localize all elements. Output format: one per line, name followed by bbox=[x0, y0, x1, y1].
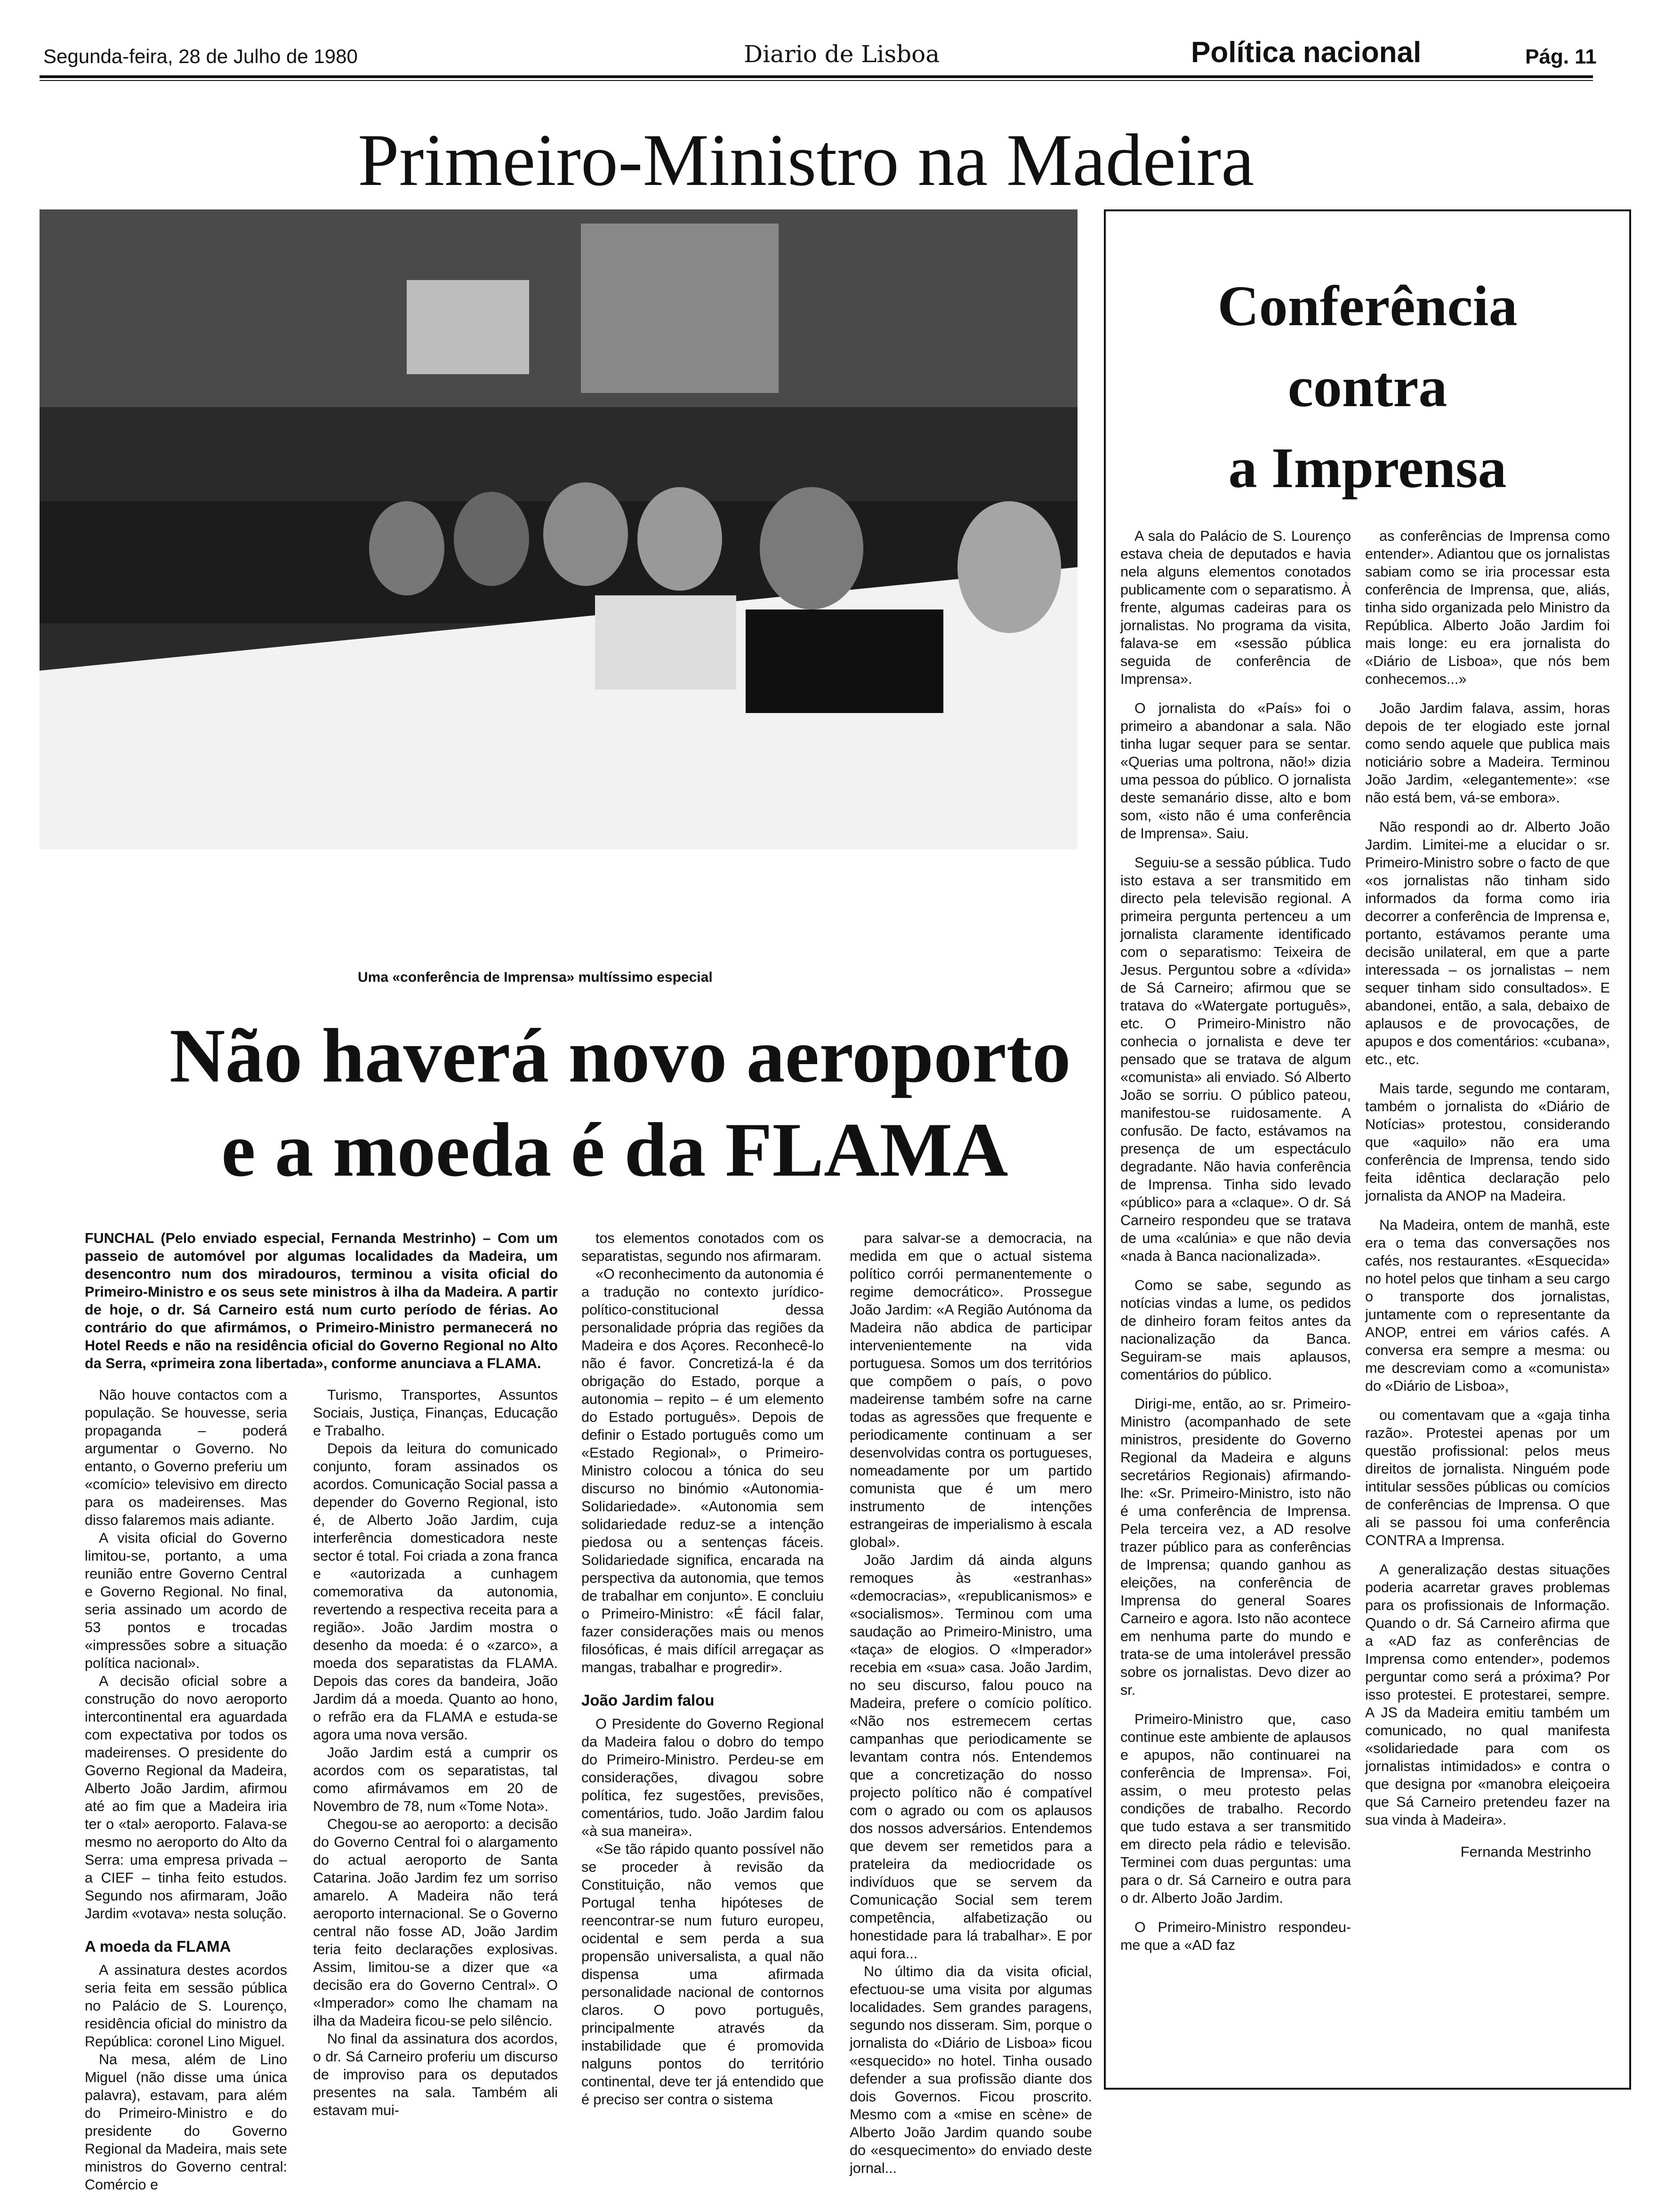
paragraph: Não houve contactos com a população. Se houvesse, seria propaganda – poderá argumentar o Governo. No entanto, o Governo preferiu um «comício» televisivo em directo para os madeirenses. Mas disso falaremos mais adiante. bbox=[85, 1387, 287, 1528]
paragraph: No final da assinatura dos acordos, o dr. Sá Carneiro proferiu um discurso de improviso para os deputados presentes na sala. Também ali estavam mui- bbox=[313, 2031, 558, 2118]
article-col-1 bbox=[85, 1386, 287, 2194]
photo-caption: Uma «conferência de Imprensa» multíssimo especial bbox=[358, 970, 713, 985]
press-conference-photo-icon bbox=[40, 209, 1078, 850]
paragraph: João Jardim está a cumprir os acordos com os separatistas, tal como afirmávamos em 20 de Novembro de 78, num «Tome Nota». bbox=[313, 1745, 558, 1814]
article-lead: FUNCHAL (Pelo enviado especial, Fernanda Mestrinho) – Com um passeio de automóvel por algumas localidades da Madeira, um desencontro num dos miradouros, terminou a visita oficial do Primeiro-Ministro e os seus sete ministros à ilha da Madeira. A partir de hoje, o dr. Sá Carneiro está num curto período de férias. Ao contrário do que afirmámos, o Primeiro-Ministro permanecerá no Hotel Reeds e não na residência oficial do Governo Regional no Alto da Serra, «primeira zona libertada», conforme anunciava a FLAMA. bbox=[85, 1230, 558, 1371]
article-col-4 bbox=[850, 1229, 1092, 2177]
page-title: Primeiro-Ministro na Madeira bbox=[358, 119, 1255, 201]
article-col-3 bbox=[581, 1229, 824, 2108]
paragraph: Seguiu-se a sessão pública. Tudo isto estava a ser transmitido em directo pela televisão regional. A primeira pergunta pertenceu a um jornalista claramente identificado com o separatismo: Teixeira de Jesus. Perguntou sobre a «dívida» de Sá Carneiro; afirmou que se tratava do «Watergate português», etc. O Primeiro-Ministro não conhecia o jornalista e deve ter pensado que se tratava de algum «comunista» ali enviado. Só Alberto João se sorriu. O público pateou, manifestou-se ruidosamente. A confusão. De facto, estávamos na presença de um espectáculo degradante. Não havia conferência de Imprensa. Tinha sido levado «público» para a «claque». O dr. Sá Carneiro respondeu que se tratava de uma «calúnia» e que não devia «nada à Banca nacionalizada». bbox=[1120, 855, 1351, 1264]
article-headline-line1: Não haverá novo aeroporto bbox=[169, 1013, 1071, 1098]
paragraph: João Jardim falava, assim, horas depois de ter elogiado este jornal como sendo aquele que publica mais noticiário sobre a Madeira. Terminou João Jardim, «elegantemente»: «se não está bem, vá-se embora». bbox=[1365, 700, 1610, 806]
sidebar-title bbox=[1104, 266, 1631, 509]
paragraph: O Primeiro-Ministro respondeu-me que a «AD faz bbox=[1120, 1919, 1351, 1953]
paragraph: No último dia da visita oficial, efectuou-se uma visita por algumas localidades. Sem grandes paragens, segundo nos disseram. Sim, porque o jornalista do «Diário de Lisboa» ficou «esquecido» no hotel. Tinha ousado defender a sua profissão diante dos dois Governos. Ficou proscrito. Mesmo com a «mise en scène» de Alberto João Jardim quando soube do «esquecimento» do enviado deste jornal... bbox=[850, 1964, 1092, 2176]
section-label: Política nacional bbox=[1191, 36, 1422, 69]
paragraph: A decisão oficial sobre a construção do novo aeroporto intercontinental era aguardada com expectativa por todos os madeirenses. O presidente do Governo Regional da Madeira, Alberto João Jardim, afirmou até ao fim que a Madeira iria ter o «tal» aeroporto. Falava-se mesmo no aeroporto do Alto da Serra: uma empresa privada – a CIEF – tinha feito estudos. Segundo nos afirmaram, João Jardim «votava» nesta solução. bbox=[85, 1673, 287, 1922]
paragraph: Dirigi-me, então, ao sr. Primeiro-Ministro (acompanhado de sete ministros, presidente do Governo Regional da Madeira e alguns secretários Regionais) afirmando-lhe: «Sr. Primeiro-Ministro, isto não é uma conferência de Imprensa. Pela terceira vez, a AD resolve trazer público para as conferências de Imprensa; quando ganhou as eleições, na conferência de Imprensa do general Soares Carneiro e agora. Isto não acontece em nenhuma parte do mundo e trata-se de uma intolerável pressão sobre os jornalistas. Devo dizer ao sr. bbox=[1120, 1396, 1351, 1698]
header-rule-thin bbox=[40, 80, 1593, 81]
paragraph: Chegou-se ao aeroporto: a decisão do Governo Central foi o alargamento do actual aeroporto de Santa Catarina. João Jardim fez um sorriso amarelo. A Madeira não terá aeroporto internacional. Se o Governo central não fosse AD, João Jardim teria feito declarações explosivas. Assim, limitou-se a dizer que «a decisão era do Governo Central». O «Imperador» como lhe chamam na ilha da Madeira ficou-se pelo silêncio. bbox=[313, 1816, 558, 2029]
header-rule bbox=[40, 75, 1593, 78]
paragraph: O Presidente do Governo Regional da Madeira falou o dobro do tempo do Primeiro-Ministro. Perdeu-se em considerações, divagou sobre política, fez sugestões, previsões, comentários, tudo. João Jardim falou «à sua maneira». bbox=[581, 1716, 824, 1839]
issue-date: Segunda-feira, 28 de Julho de 1980 bbox=[43, 45, 358, 67]
paragraph: O jornalista do «País» foi o primeiro a abandonar a sala. Não tinha lugar sequer para se sentar. «Querias uma poltrona, não!» dizia uma pessoa do público. O jornalista deste semanário disse, alto e bom som, «isto não é uma conferência de Imprensa». Saiu. bbox=[1120, 700, 1351, 842]
press-conference-photo bbox=[40, 209, 1078, 850]
paragraph: Não respondi ao dr. Alberto João Jardim. Limitei-me a elucidar o sr. Primeiro-Ministro sobre o facto de que «os jornalistas não tinham sido informados da forma como iria decorrer a conferência de Imprensa e, portanto, estávamos perante uma decisão unilateral, em que a parte interessada – os jornalistas – nem sequer tinham sido consultados». E abandonei, então, a sala, debaixo de aplausos e de provocações, de apupos e dos comentários: «cubana», etc., etc. bbox=[1365, 819, 1610, 1067]
paragraph: tos elementos conotados com os separatistas, segundo nos afirmaram. bbox=[581, 1230, 824, 1264]
sidebar-title-line: a Imprensa bbox=[1228, 436, 1507, 500]
sidebar-title-line: contra bbox=[1287, 355, 1448, 419]
paragraph: «Se tão rápido quanto possível não se proceder à revisão da Constituição, não vemos que Portugal tenha hipóteses de reencontrar-se num futuro europeu, ocidental e sem perda a sua propensão universalista, a qual não dispensa uma afirmada personalidade nacional de contornos claros. O povo português, principalmente através da instabilidade que é promovida nalguns pontos do território continental, deve ter já entendido que é preciso ser contra o sistema bbox=[581, 1841, 824, 2108]
paragraph: Na Madeira, ontem de manhã, este era o tema das conversações nos cafés, nos restaurantes. «Esquecida» no hotel pelos que tinham a seu cargo o transporte dos jornalistas, juntamente com o representante da ANOP, entrei em vários cafés. A conversa era sempre a mesma: ou me descreviam como a «comunista» do «Diário de Lisboa», bbox=[1365, 1217, 1610, 1394]
paragraph: João Jardim dá ainda alguns remoques às «estranhas» «democracias», «republicanismos» e «socialismos». Terminou com uma saudação ao Primeiro-Ministro, uma «taça» de elogios. O «Imperador» recebia em «sua» casa. João Jardim, no seu discurso, falou pouco na Madeira, prefere o comício político. «Não nos estremecem certas campanhas que periodicamente se levantam contra nós. Entendemos que a concretização do nosso projecto político não é compatível com o agrado ou com os aplausos dos nossos adversários. Entendemos que devem ser remetidos para a prateleira da mediocridade os indivíduos que se servem da Comunicação Social sem terem competência, alfabetização ou honestidade para lá trabalhar». E por aqui fora... bbox=[850, 1552, 1092, 1962]
paragraph: Como se sabe, segundo as notícias vindas a lume, os pedidos de dinheiro foram feitos antes da nacionalização da Banca. Seguiram-se mais aplausos, comentários do público. bbox=[1120, 1277, 1351, 1383]
paragraph: para salvar-se a democracia, na medida em que o actual sistema político corrói permanentemente o regime democrático». Prossegue João Jardim: «A Região Autónoma da Madeira não abdica de participar intervenientemente na vida portuguesa. Somos um dos territórios que compõem o país, o povo madeirense também sofre na carne todas as agressões que frequente e periodicamente continuam a ser desenvolvidas contra os portugueses, nomeadamente por um partido comunista que é um mero instrumento de intenções estrangeiras de imperialismo à escala global». bbox=[850, 1230, 1092, 1550]
paragraph: A generalização destas situações poderia acarretar graves problemas para os profissionais de Informação. Quando o dr. Sá Carneiro afirma que a «AD faz as conferências de Imprensa como entender», podemos perguntar como será a próxima? Por isso protestei. E protestarei, sempre. A JS da Madeira emitiu também um comunicado, no qual manifesta «solidariedade para com os jornalistas intimidados» e contra o que designa por «manobra eleiçoeira que Sá Carneiro pretendeu fazer na sua vinda à Madeira». bbox=[1365, 1562, 1610, 1828]
paragraph: A visita oficial do Governo limitou-se, portanto, a uma reunião entre Governo Central e Governo Regional. No final, seria assinado um acordo de 53 pontos e trocadas «impressões sobre a situação política nacional». bbox=[85, 1530, 287, 1671]
paragraph: «O reconhecimento da autonomia é a tradução no contexto jurídico-político-constitucional dessa personalidade própria das regiões da Madeira e dos Açores. Reconhecê-lo não é favor. Concretizá-la é da obrigação do Estado, porque a autonomia – repito – é um elemento do Estado português». Depois de definir o Estado português como um «Estado Regional», o Primeiro-Ministro colocou a tónica do seu discurso no binómio «Autonomia-Solidariedade». «Autonomia sem solidariedade reduz-se a intenção piedosa ou a sentenças fáceis. Solidariedade significa, encarada na perspectiva da autonomia, que temos de trabalhar em conjunto». E concluiu o Primeiro-Ministro: «É fácil falar, fazer considerações mais ou menos filosóficas, é mais difícil arregaçar as mangas, trabalhar e progredir». bbox=[581, 1266, 824, 1675]
paragraph: Primeiro-Ministro que, caso continue este ambiente de aplausos e apupos, não continuarei na conferência de Imprensa». Foi, assim, o meu protesto pelas condições de trabalho. Recordo que tudo estava a ser transmitido em directo pela rádio e televisão. Terminei com duas perguntas: uma para o dr. Sá Carneiro e outra para o dr. Alberto João Jardim. bbox=[1120, 1711, 1351, 1906]
paragraph: ou comentavam que a «gaja tinha razão». Protestei apenas por um questão profissional: pelos meus direitos de jornalista. Ninguém pode intitular sessões públicas ou comícios de conferências de Imprensa. O que ali se passou foi uma conferência CONTRA a Imprensa. bbox=[1365, 1407, 1610, 1548]
paragraph: A assinatura destes acordos seria feita em sessão pública no Palácio de S. Lourenço, residência oficial do ministro da República: coronel Lino Miguel. bbox=[85, 1962, 287, 2050]
paragraph: Na mesa, além de Lino Miguel (não disse uma única palavra), estavam, para além do Primeiro-Ministro e do presidente do Governo Regional da Madeira, mais sete ministros do Governo central: Comércio e bbox=[85, 2052, 287, 2193]
paragraph: as conferências de Imprensa como entender». Adiantou que os jornalistas sabiam como se iria processar esta conferência de Imprensa, que, aliás, tinha sido organizada pelo Ministro da República. Alberto João Jardim foi mais longe: eu era jornalista do «Diário de Lisboa», que nós bem conhecemos...» bbox=[1365, 528, 1610, 687]
page-number: Pág. 11 bbox=[1525, 45, 1597, 68]
article-headline-line2: e a moeda é da FLAMA bbox=[221, 1107, 1008, 1193]
subhead-jardim: João Jardim falou bbox=[581, 1691, 715, 1709]
newspaper-masthead: Diario de Lisboa bbox=[744, 40, 940, 68]
sidebar-title-line: Conferência bbox=[1217, 274, 1518, 338]
sidebar-col-2 bbox=[1365, 527, 1610, 1861]
article-col-2 bbox=[313, 1386, 558, 2119]
sidebar-col-1 bbox=[1120, 527, 1351, 1954]
paragraph: Turismo, Transportes, Assuntos Sociais, Justiça, Finanças, Educação e Trabalho. bbox=[313, 1387, 558, 1439]
byline-signature: Fernanda Mestrinho bbox=[1460, 1843, 1591, 1860]
paragraph: Mais tarde, segundo me contaram, também o jornalista do «Diário de Notícias» protestou, considerando que «aquilo» não era uma conferência de Imprensa, tendo sido feita idêntica declaração pelo jornalista da ANOP na Madeira. bbox=[1365, 1081, 1610, 1204]
paragraph: A sala do Palácio de S. Lourenço estava cheia de deputados e havia nela alguns elementos conotados publicamente com o separatismo. À frente, algumas cadeiras para os jornalistas. No programa da visita, falava-se em «sessão pública seguida de conferência de Imprensa». bbox=[1120, 528, 1351, 687]
paragraph: Depois da leitura do comunicado conjunto, foram assinados os acordos. Comunicação Social passa a depender do Governo Regional, isto é, de Alberto João Jardim, cuja interferência domesticadora neste sector é total. Foi criada a zona franca e «autorizada a cunhagem comemorativa da autonomia, revertendo a respectiva receita para a região». João Jardim mostra o desenho da moeda: é o «zarco», a moeda dos separatistas da FLAMA. Depois das cores da bandeira, João Jardim dá a moeda. Quanto ao hono, o refrão era da FLAMA e estuda-se agora uma nova versão. bbox=[313, 1441, 558, 1743]
subhead-moeda: A moeda da FLAMA bbox=[85, 1938, 231, 1955]
